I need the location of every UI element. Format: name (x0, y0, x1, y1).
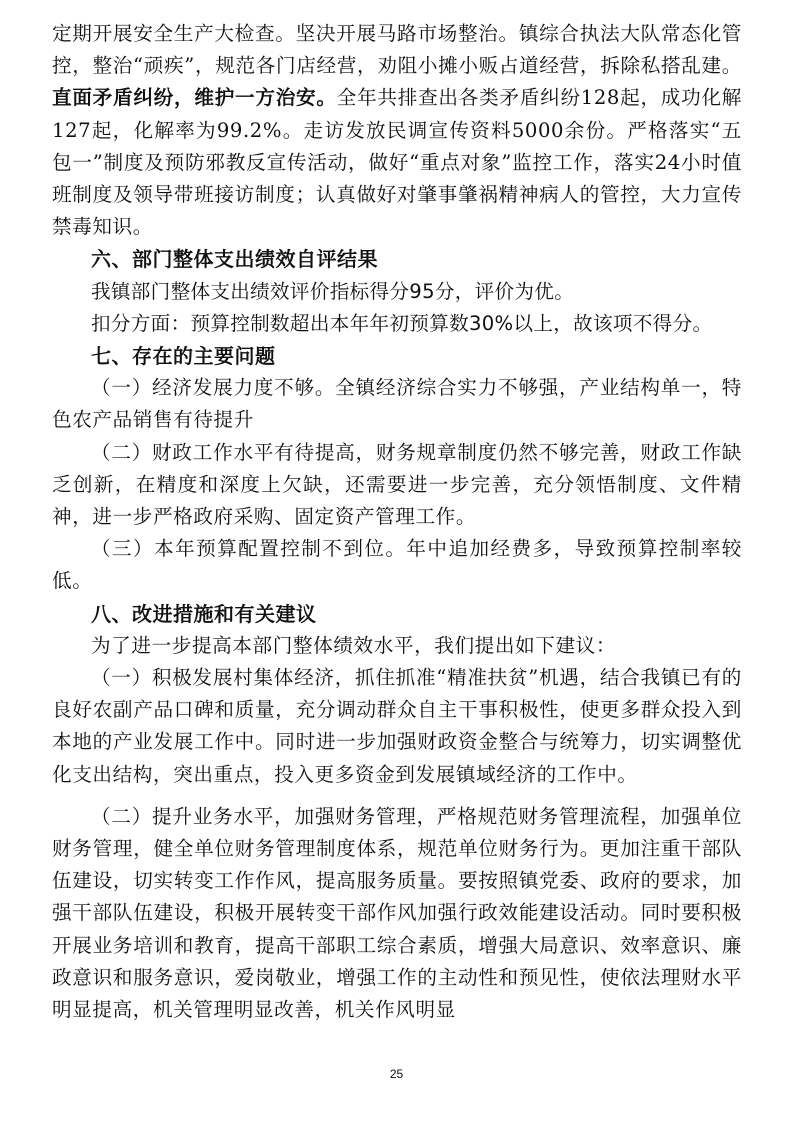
paragraph-intro: 为了进一步提高本部门整体绩效水平，我们提出如下建议： (91, 633, 617, 657)
bold-phrase: 直面矛盾纠纷，维护一方治安。 (52, 86, 337, 110)
section-heading-6: 六、部门整体支出绩效自评结果 (91, 247, 378, 272)
paragraph-text: 定期开展安全生产大检查。坚决开展马路市场整治。镇综合执法大队常态化管控，整治“顽疾”，规范各门店经营，劝阻小摊小贩占道经营，拆除私搭乱建。 (52, 22, 742, 78)
paragraph-deduction: 扣分方面：预算控制数超出本年年初预算数30%以上，故该项不得分。 (91, 311, 713, 335)
page-number: 25 (389, 1067, 404, 1081)
paragraph-public-safety (52, 18, 742, 243)
list-item: （三）本年预算配置控制不到位。年中追加经费多，导致预算控制率较低。 (52, 537, 742, 593)
list-item: （二）提升业务水平，加强财务管理，严格规范财务管理流程，加强单位财务管理，健全单位财务管理制度体系，规范单位财务行为。更加注重干部队伍建设，切实转变工作作风，提高服务质量。要按照镇党委、政府的要求，加强干部队伍建设，积极开展转变干部作风加强行政效能建设活动。同时要积极开展业务培训和教育，提高干部职工综合素质，增强大局意识、效率意识、廉政意识和服务意识，爱岗敬业，增强工作的主动性和预见性，使依法理财水平明显提高，机关管理明显改善，机关作风明显 (52, 804, 742, 1022)
list-item: （一）积极发展村集体经济，抓住抓准“精准扶贫”机遇，结合我镇已有的良好农副产品口碑和质量，充分调动群众自主干事积极性，使更多群众投入到本地的产业发展工作中。同时进一步加强财政资金整合与统筹力，切实调整优化支出结构，突出重点，投入更多资金到发展镇域经济的工作中。 (52, 666, 742, 786)
list-item: （一）经济发展力度不够。全镇经济综合实力不够强，产业结构单一，特色农产品销售有待提升 (52, 376, 742, 432)
paragraph-text: 全年共排查出各类矛盾纠纷128起，成功化解127起，化解率为99.2%。走访发放民调宣传资料5000余份。严格落实“五包一”制度及预防邪教反宣传活动，做好“重点对象”监控工作，落实24小时值班制度及领导带班接访制度；认真做好对肇事肇祸精神病人的管控，大力宣传禁毒知识。 (52, 86, 743, 239)
paragraph-score: 我镇部门整体支出绩效评价指标得分95分，评价为优。 (91, 279, 575, 303)
section-heading-7: 七、存在的主要问题 (91, 344, 276, 369)
document-body (52, 18, 742, 1026)
section-heading-8: 八、改进措施和有关建议 (91, 601, 317, 626)
list-item: （二）财政工作水平有待提高，财务规章制度仍然不够完善，财政工作缺乏创新，在精度和深度上欠缺，还需要进一步完善，充分领悟制度、文件精神，进一步严格政府采购、固定资产管理工作。 (52, 440, 742, 529)
